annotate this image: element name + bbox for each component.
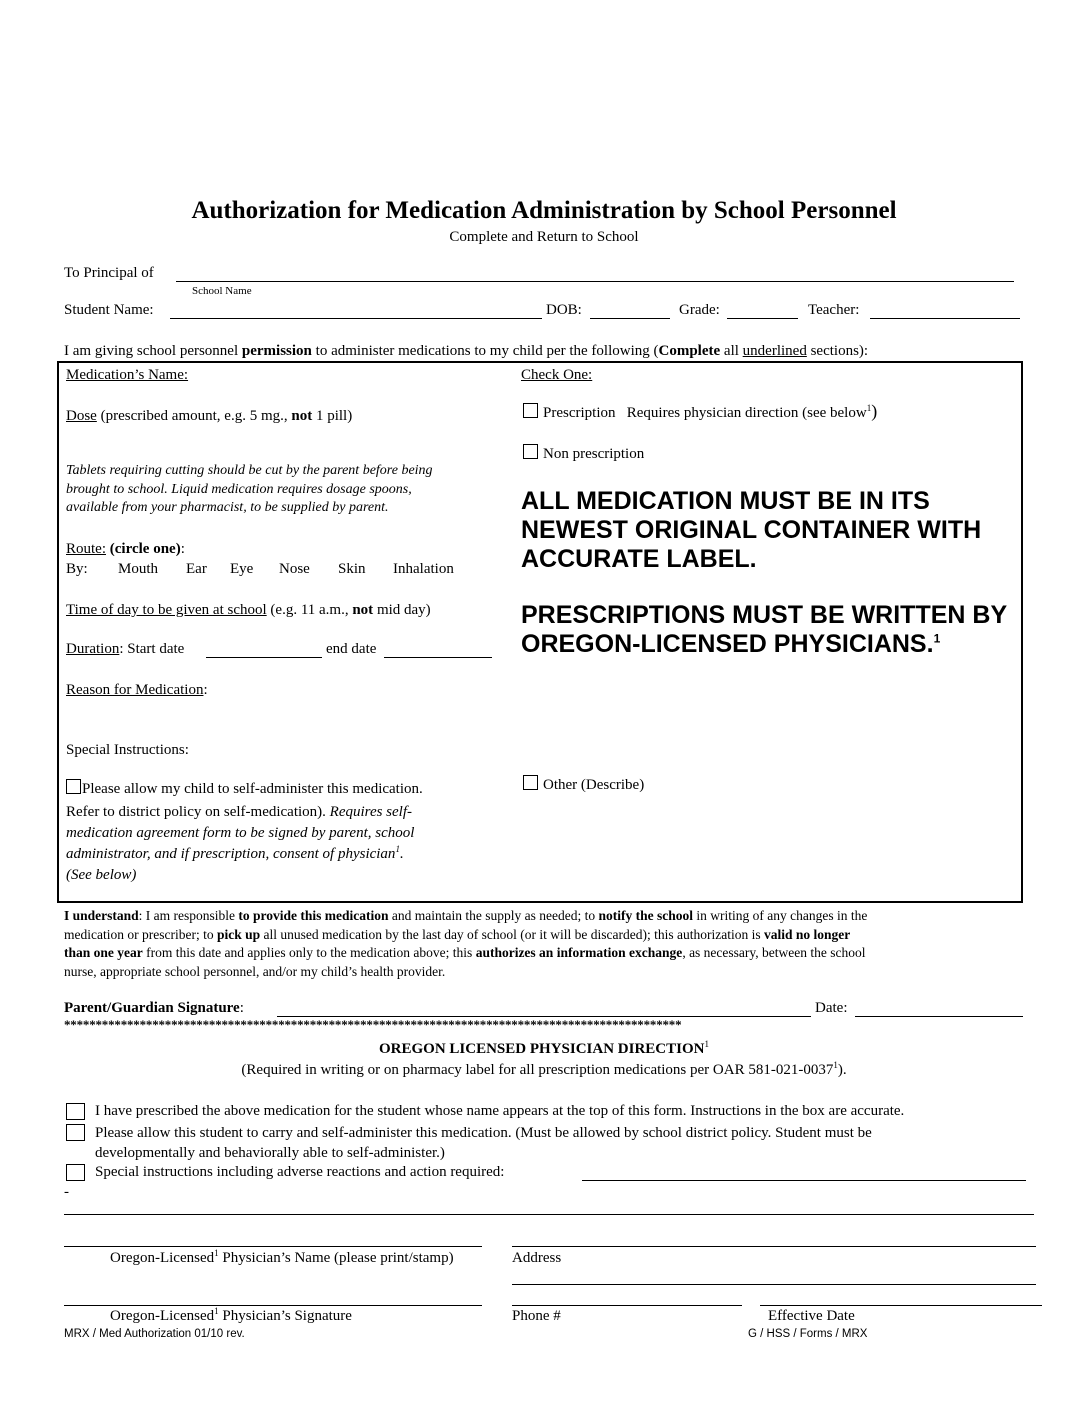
physician-direction-title: OREGON LICENSED PHYSICIAN DIRECTION$^1$ — [379, 1039, 709, 1057]
special-instructions-checkbox[interactable] — [66, 1164, 85, 1181]
student-name-label: Student Name: — [64, 302, 154, 318]
school-name-caption: School Name — [192, 285, 252, 297]
physician-signature-label: Oregon-Licensed$^1$ Physician’s Signature — [110, 1306, 352, 1324]
to-principal-label: To Principal of — [64, 265, 154, 281]
teacher-field[interactable] — [870, 318, 1020, 319]
start-date-field[interactable] — [206, 657, 322, 658]
prescription-checkbox[interactable] — [523, 403, 538, 418]
dose-label: Dose (prescribed amount, e.g. 5 mg., not 1 pill) — [66, 408, 353, 424]
effective-date-field[interactable] — [760, 1305, 1042, 1306]
grade-label: Grade: — [679, 302, 720, 318]
prescribed-checkbox[interactable] — [66, 1103, 85, 1120]
end-date-label: end date — [326, 641, 377, 657]
prescription-option: Prescription Requires physician direction (see below$^1$) — [523, 402, 877, 422]
teacher-label: Teacher: — [808, 302, 860, 318]
prescribed-statement: I have prescribed the above medication for the student whose name appears at the top of this form. Instructions in the box are accurate. — [95, 1103, 905, 1119]
physician-notice: PRESCRIPTIONS MUST BE WRITTEN BY OREGON-LICENSED PHYSICIANS.$^1$ — [521, 601, 1008, 658]
address-field-line-2[interactable] — [512, 1284, 1036, 1285]
address-label: Address — [512, 1250, 562, 1266]
address-field[interactable] — [512, 1246, 1036, 1247]
special-instructions-statement: Special instructions including adverse reactions and action required: — [95, 1164, 505, 1180]
student-name-field[interactable] — [170, 318, 542, 319]
route-label: Route: (circle one): — [66, 541, 185, 557]
special-instructions-label: Special Instructions: — [66, 742, 189, 758]
dob-label: DOB: — [546, 302, 582, 318]
duration-label: Duration: Start date — [66, 641, 185, 657]
form-title: Authorization for Medication Administration by School Personnel — [191, 197, 897, 224]
route-option-nose[interactable]: Nose — [279, 561, 310, 577]
physician-signature-field[interactable] — [64, 1305, 482, 1306]
section-separator: ************************************************************************************************** — [64, 1017, 682, 1032]
self-admin-note: Refer to district policy on self-medication). Requires self- medication agreement form to be signed by parent, school administrator, and if prescription, consent of physician$^1$. (See below) — [66, 804, 415, 883]
dash-mark: - — [64, 1184, 69, 1200]
grade-field[interactable] — [727, 318, 798, 319]
parent-date-label: Date: — [815, 1000, 848, 1016]
physician-name-label: Oregon-Licensed$^1$ Physician’s Name (please print/stamp) — [110, 1248, 454, 1266]
effective-date-label: Effective Date — [768, 1308, 855, 1324]
route-option-skin[interactable]: Skin — [338, 561, 366, 577]
container-notice: ALL MEDICATION MUST BE IN ITS NEWEST ORIGINAL CONTAINER WITH ACCURATE LABEL. — [521, 487, 982, 573]
self-admin-option: Please allow my child to self-administer this medication. — [66, 779, 423, 798]
route-by-label: By: — [66, 561, 88, 577]
route-option-eye[interactable]: Eye — [230, 561, 254, 577]
form-subtitle: Complete and Return to School — [449, 229, 639, 245]
other-checkbox[interactable] — [523, 775, 538, 790]
physician-special-instructions-line-2[interactable] — [64, 1214, 1034, 1215]
carry-self-admin-statement: Please allow this student to carry and self-administer this medication. (Must be allowed by school district policy. Student must be developmentally and behaviorally able to self-administer.) — [95, 1125, 872, 1161]
school-name-field[interactable] — [176, 281, 1014, 282]
physician-name-field[interactable] — [64, 1246, 482, 1247]
medication-name-label: Medication’s Name: — [66, 367, 189, 383]
phone-label: Phone # — [512, 1308, 561, 1324]
reason-label: Reason for Medication: — [66, 682, 208, 698]
dob-field[interactable] — [590, 318, 670, 319]
carry-self-admin-checkbox[interactable] — [66, 1124, 85, 1141]
physician-special-instructions-field[interactable] — [582, 1180, 1026, 1181]
permission-statement: I am giving school personnel permission to administer medications to my child per the following (Complete all underlined sections): — [64, 343, 869, 359]
physician-requirement: (Required in writing or on pharmacy label for all prescription medications per OAR 581-021-0037$^1$). — [241, 1060, 847, 1078]
end-date-field[interactable] — [384, 657, 492, 658]
self-admin-checkbox[interactable] — [66, 779, 81, 794]
footer-right: G / HSS / Forms / MRX — [748, 1328, 868, 1340]
route-option-inhalation[interactable]: Inhalation — [393, 561, 454, 577]
parent-signature-label: Parent/Guardian Signature: — [64, 1000, 244, 1016]
other-option: Other (Describe) — [523, 775, 644, 794]
understanding-statement: I understand: I am responsible to provide this medication and maintain the supply as needed; to notify the school in writing of any changes in the medication or prescriber; to pick up all unused medication by the last day of school (or it will be discarded); this authorization is valid no longer than one year from this date and applies only to the medication above; this authorizes an information exchange, as necessary, between the school nurse, appropriate school personnel, and/or my child’s health provider. — [64, 908, 868, 979]
route-option-mouth[interactable]: Mouth — [118, 561, 159, 577]
tablets-note: Tablets requiring cutting should be cut by the parent before being brought to school. Liquid medication requires dosage spoons, available from your pharmacist, to be supplied by parent. — [66, 463, 433, 515]
route-option-ear[interactable]: Ear — [186, 561, 207, 577]
check-one-label: Check One: — [521, 367, 593, 383]
time-of-day-label: Time of day to be given at school (e.g. 11 a.m., not mid day) — [66, 602, 431, 618]
phone-field[interactable] — [512, 1305, 742, 1306]
non-prescription-checkbox[interactable] — [523, 444, 538, 459]
footer-left: MRX / Med Authorization 01/10 rev. — [64, 1328, 245, 1340]
non-prescription-option: Non prescription — [523, 444, 644, 463]
